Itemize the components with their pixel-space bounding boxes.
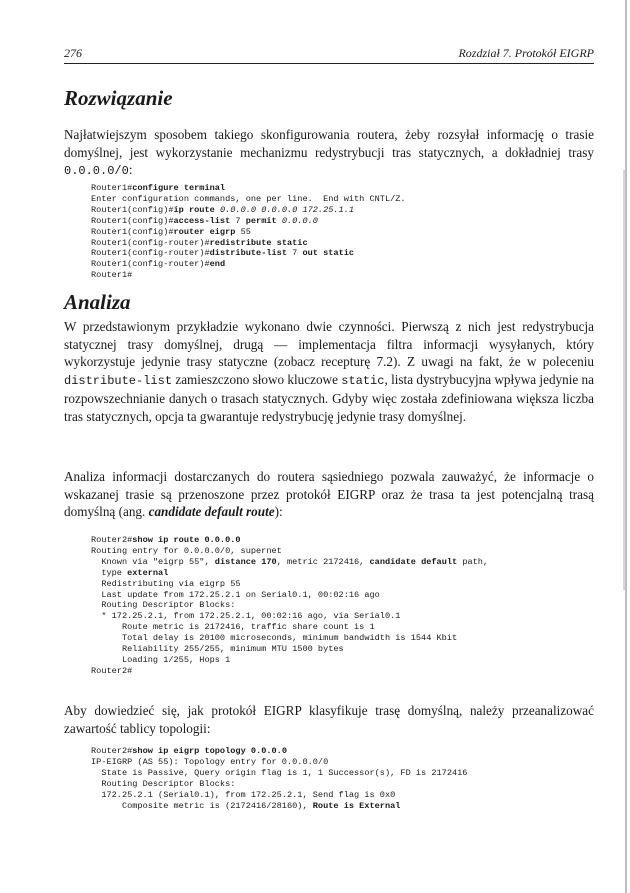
code-token: Redistributing via eigrp 55 (91, 578, 241, 589)
code-token: Router1# (91, 270, 133, 281)
code-token: configure terminal (132, 183, 226, 193)
analysis-paragraph-3: Aby dowiedzieć się, jak protokół EIGRP klasyfikuje trasę domyślną, należy przeanalizować zawartość tablicy topologii: (64, 703, 594, 736)
code-token: Total delay is 20100 microseconds, minimum bandwidth is 1544 Kbit (91, 633, 458, 644)
code-token: Routing entry for 0.0.0.0/0, supernet (91, 545, 282, 556)
code-token: Router1(config)# (91, 226, 174, 237)
code-token: show ip route 0.0.0.0 (132, 535, 241, 545)
analysis-paragraph-2 (64, 468, 594, 521)
inline-code-route: 0.0.0.0/0 (64, 164, 129, 178)
code-token: redistribute static (209, 237, 308, 248)
code-line (91, 270, 132, 280)
code-line (91, 757, 328, 767)
code-line (91, 768, 467, 778)
code-token: 0.0.0.0 (281, 215, 318, 226)
text-run: ): (274, 504, 283, 519)
code-token: Router1# (91, 183, 133, 193)
code-line (91, 633, 457, 643)
code-token: candidate default (369, 556, 458, 567)
code-line (91, 216, 318, 226)
show-eigrp-topology-output (91, 746, 611, 811)
page-number: 276 (64, 46, 82, 60)
page-edge-scan-shadow (623, 0, 627, 893)
code-token: 7 (286, 248, 303, 259)
code-token: * 172.25.2.1, from 172.25.2.1, 00:02:16 ago, via Serial0.1 (91, 611, 401, 622)
code-line (91, 622, 375, 632)
config-code-block (91, 183, 611, 281)
code-token: Enter configuration commands, one per line. End with CNTL/Z. (91, 193, 406, 204)
code-token: IP-EIGRP (AS 55): Topology entry for 0.0.0.0/0 (91, 756, 329, 767)
code-line (91, 194, 406, 204)
page-header (64, 46, 594, 64)
inline-code-distribute-list: distribute-list (64, 373, 173, 388)
code-line (91, 801, 400, 811)
code-line (91, 557, 488, 567)
code-token: router eigrp (173, 226, 236, 237)
code-token: path, (457, 556, 489, 567)
text-run: W przedstawionym przykładzie wykonano dwie czynności. Pierwszą z nich jest redystrybucja statycznej trasy domyślnej, drugą — implementacja filtra informacji wysyłanych, który wykorzystuje jedynie trasy statyczne (zobacz recepturę 7.2). Z uwagi na fakt, że w poleceniu (64, 319, 594, 369)
code-token: Route is External (312, 800, 401, 811)
emphasis-candidate-default-route: candidate default route (148, 504, 275, 519)
code-token: Loading 1/255, Hops 1 (91, 654, 231, 665)
code-token: Router2# (91, 665, 133, 676)
text-run: , lista dystrybucyjna wpływa jedynie na rozpowszechnianie danych o trasach statycznych. Gdyby więc została zdefiniowana większa liczba tras statycznych, opcja ta gwarantuje redystrybucję jedynie trasy domyślnej. (64, 371, 594, 424)
code-line (91, 779, 235, 789)
code-line (91, 248, 354, 258)
solution-paragraph (64, 126, 594, 181)
code-line (91, 535, 241, 545)
code-line (91, 666, 132, 676)
code-token: distribute-list (209, 248, 287, 259)
code-token: Known via "eigrp 55", (91, 556, 215, 567)
code-token: 7 (230, 215, 246, 226)
code-token: Routing Descriptor Blocks: (91, 778, 236, 789)
inline-code-static: static (341, 373, 385, 388)
code-line (91, 205, 354, 215)
code-token: Composite metric is (2172416/28160), (91, 800, 313, 811)
code-token: external (127, 567, 169, 578)
code-token: Router2# (91, 535, 133, 545)
code-token: Reliability 255/255, minimum MTU 1500 bytes (91, 644, 344, 655)
section-title-rozwiazanie: Rozwiązanie (64, 86, 173, 110)
code-line (91, 644, 344, 654)
text-run: zamieszczono słowo kluczowe (172, 371, 342, 387)
text-run: Najłatwiejszym sposobem takiego skonfigurowania routera, żeby rozsyłał informację o trasie domyślnej, jest wykorzystanie mechanizmu redystrybucji tras statycznych, a dokładniej trasy (64, 127, 594, 160)
code-token: State is Passive, Query origin flag is 1, 1 Successor(s), FD is 2172416 (91, 767, 468, 778)
code-line (91, 611, 400, 621)
code-line (91, 790, 395, 800)
code-line (91, 183, 225, 193)
code-token: ip route (173, 204, 220, 215)
section-title-analiza: Analiza (64, 290, 131, 314)
code-line (91, 568, 168, 578)
code-token: Router2# (91, 746, 133, 756)
code-token: permit (245, 215, 282, 226)
code-token: show ip eigrp topology 0.0.0.0 (132, 746, 287, 756)
code-line (91, 655, 230, 665)
code-line (91, 579, 241, 589)
code-token: Route metric is 2172416, traffic share count is 1 (91, 622, 375, 633)
code-token: Router1(config)# (91, 215, 174, 226)
chapter-title: Rozdział 7. Protokół EIGRP (458, 46, 594, 60)
show-ip-route-output (91, 535, 611, 677)
code-token: 55 (235, 226, 251, 237)
code-token: 172.25.2.1 (Serial0.1), from 172.25.2.1, Send flag is 0x0 (91, 789, 396, 800)
code-token: Router1(config-router)# (91, 248, 210, 259)
code-line (91, 590, 380, 600)
code-token: Router1(config-router)# (91, 259, 210, 270)
code-token: end (209, 259, 226, 270)
code-token: type (91, 567, 128, 578)
code-token: Router1(config)# (91, 204, 174, 215)
code-token: access-list (173, 215, 231, 226)
analysis-paragraph-1 (64, 318, 594, 425)
code-token: Last update from 172.25.2.1 on Serial0.1, 00:02:16 ago (91, 589, 380, 600)
code-line (91, 600, 235, 610)
code-token: , metric 2172416, (276, 556, 370, 567)
code-line (91, 227, 251, 237)
code-line (91, 238, 308, 248)
code-token: 0.0.0.0 0.0.0.0 172.25.1.1 (219, 204, 355, 215)
code-line (91, 259, 225, 269)
code-token: distance 170 (214, 556, 277, 567)
code-token: out static (302, 248, 355, 259)
text-run: : (128, 162, 133, 177)
code-token: Routing Descriptor Blocks: (91, 600, 236, 611)
text-run: Analiza informacji dostarczanych do routera sąsiedniego pozwala zauważyć, że informacje o wskazanej trasie są przenoszone przez protokół EIGRP oraz że trasa ta jest potencjalną trasą domyślną (ang. (64, 469, 594, 519)
code-line (91, 746, 287, 756)
code-token: Router1(config-router)# (91, 237, 210, 248)
code-line (91, 546, 282, 556)
